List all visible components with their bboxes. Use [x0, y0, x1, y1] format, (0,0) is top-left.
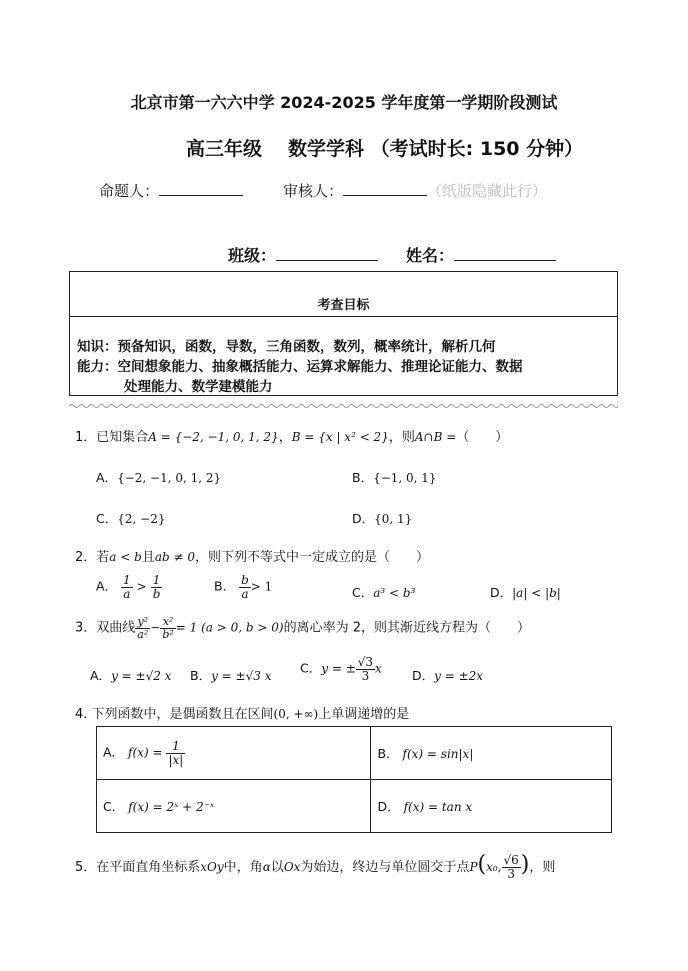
q2-option-c-label: C．	[352, 585, 374, 600]
objectives-knowledge: 知识：预备知识，函数，导数，三角函数，数列，概率统计，解析几何	[77, 339, 496, 355]
q2-option-b-frac	[239, 574, 251, 600]
q3-option-d-text: y = ±2x	[434, 669, 484, 683]
q5-tail: ，则	[529, 860, 556, 875]
q2-option-b-label: B．	[214, 578, 236, 594]
frac-denominator: 3	[507, 867, 515, 881]
q1-set-a: A = {−2, −1, 0, 1, 2}	[148, 430, 279, 444]
q3-option-b[interactable]	[190, 666, 271, 684]
frac-denominator: 3	[361, 668, 370, 683]
q4-suffix: 上单调递增的是	[318, 707, 410, 722]
author-label: 命题人：	[99, 182, 160, 200]
q4-option-c-text: f(x) = 2ˣ + 2⁻ˣ	[128, 800, 215, 814]
q2-stem	[75, 546, 429, 565]
q1-option-d-label: D．	[352, 511, 375, 526]
q4-prefix: 4. 下列函数中，是偶函数且在区间	[75, 707, 274, 722]
q2-option-a-op: >	[136, 579, 147, 594]
frac-numerator: b	[241, 573, 249, 587]
q4-option-a[interactable]	[97, 727, 371, 780]
q3-option-b-label: B．	[190, 668, 212, 683]
q3-option-d-label: D．	[412, 668, 435, 683]
q1-prefix: 1．已知集合	[75, 430, 149, 445]
q1-option-a-text: {−2, −1, 0, 1, 2}	[117, 471, 222, 485]
q2-option-c-text: a³ < b³	[373, 586, 416, 600]
q5-prefix: 5．在平面直角坐标系	[75, 860, 201, 875]
name-field	[406, 243, 556, 266]
q4-option-a-frac	[166, 740, 185, 766]
q1-option-b[interactable]	[352, 468, 437, 486]
frac-numerator: x²	[160, 616, 175, 629]
reviewer-label: 审核人：	[283, 182, 344, 200]
q5-frac	[502, 854, 521, 880]
q1-option-a[interactable]	[96, 468, 221, 486]
q2-option-d-text: |a| < |b|	[512, 586, 561, 600]
frac-numerator: 1	[166, 740, 185, 754]
q4-interval: (0, +∞)	[273, 707, 319, 721]
q2-suffix: ，则下列不等式中一定成立的是（ ）	[194, 550, 429, 565]
objectives-box	[69, 271, 618, 396]
q5-point: P	[469, 860, 478, 874]
q2-option-a-frac2	[151, 574, 163, 600]
duration: （考试时长: 150 分钟）	[370, 138, 584, 160]
q2-option-b-tail: > 1	[250, 579, 273, 594]
q1-option-c[interactable]	[96, 509, 165, 527]
frac-numerator: 1	[123, 573, 131, 587]
q3-suffix: 的离心率为 2，则其渐近线方程为（ ）	[283, 620, 530, 636]
q3-frac-y	[135, 616, 150, 640]
grade: 高三年级	[186, 138, 263, 160]
author-blank[interactable]	[159, 180, 243, 196]
subject: 数学学科	[288, 138, 365, 160]
q1-ask-expr: A∩B =	[414, 430, 457, 444]
author-field	[99, 180, 243, 201]
q4-option-d-label: D．	[377, 799, 400, 814]
q4-option-c[interactable]	[97, 780, 371, 833]
name-blank[interactable]	[454, 245, 556, 261]
grade-subject-line	[186, 134, 583, 161]
q4-option-d[interactable]	[371, 780, 612, 833]
q4-option-a-label: A．	[103, 744, 125, 760]
q3-frac-x	[160, 616, 175, 640]
objectives-heading: 考查目标	[317, 298, 370, 313]
q3-option-d[interactable]	[412, 666, 483, 684]
reviewer-blank[interactable]	[343, 180, 427, 196]
class-label: 班级：	[228, 246, 277, 265]
q1-option-c-text: {2, −2}	[117, 512, 166, 526]
q5-x0: x₀,	[486, 860, 502, 874]
q5-system: xOy	[200, 860, 224, 874]
frac-denominator: b	[152, 586, 161, 601]
q2-option-b[interactable]	[214, 574, 272, 600]
frac-denominator: |x|	[168, 752, 184, 767]
q3-option-c-label: C．	[300, 660, 322, 676]
q4-option-b-text: f(x) = sin|x|	[402, 747, 474, 761]
q2-option-d[interactable]	[490, 583, 561, 601]
frac-numerator: y²	[135, 616, 150, 629]
q1-set-b: B = {x | x² < 2}	[291, 430, 389, 444]
q5-mid2: 以	[270, 860, 284, 875]
q1-paren: （ ）	[456, 430, 509, 445]
q2-option-c[interactable]	[352, 583, 415, 601]
q1-option-a-label: A．	[96, 470, 118, 485]
q3-option-a-text: y = ±√2 x	[111, 669, 172, 683]
q1-option-b-label: B．	[352, 470, 374, 485]
class-blank[interactable]	[276, 245, 378, 261]
q2-cond2: ab ≠ 0	[154, 550, 195, 564]
q5-mid1: 中，角	[223, 860, 263, 875]
q5-alpha: α	[262, 860, 271, 874]
q2-option-d-label: D．	[490, 585, 513, 600]
q1-stem: 1．已知集合A = {−2, −1, 0, 1, 2}，B = {x | x² < 2}，则A∩B =（ ）	[75, 430, 509, 445]
q2-and: 且	[141, 550, 155, 565]
q4-stem	[75, 703, 409, 722]
objectives-ability-1: 能力：空间想象能力、抽象概括能力、运算求解能力、推理论证能力、数据	[77, 359, 523, 375]
q3-option-c[interactable]	[300, 656, 382, 682]
q3-prefix: 3．双曲线	[75, 620, 136, 636]
frac-denominator: b²	[162, 627, 174, 641]
q1-option-d-text: {0, 1}	[374, 512, 413, 526]
q2-option-a-frac1	[121, 574, 133, 600]
wavy-separator	[69, 402, 618, 410]
frac-denominator: a²	[137, 627, 149, 641]
q4-options-table	[96, 726, 612, 833]
q5-stem: 5．在平面直角坐标系xOy中，角α以Ox为始边，终边与单位圆交于点P(x₀, $\frac{√6}{3}$ )，则	[75, 852, 556, 881]
q1-option-c-label: C．	[96, 511, 118, 526]
q4-option-b[interactable]	[371, 727, 612, 780]
objectives-ability-2: 处理能力、数学建模能力	[124, 379, 273, 395]
q1-option-d[interactable]	[352, 509, 412, 527]
q3-stem: 3．双曲线 $\frac{\text{y²}}{\text{a²}}$ − $\frac{\text{x²}}{\text{b²}}$ = 1 (a > 0, b > 0)的离心率为 2，则其渐近线方程为（ ）	[75, 615, 530, 641]
q3-option-b-text: y = ±√3 x	[211, 669, 272, 683]
q2-cond1: a < b	[109, 550, 142, 564]
q3-eq-tail: = 1 (a > 0, b > 0)	[175, 620, 284, 635]
frac-denominator: a	[241, 586, 249, 601]
q5-mid3: 为始边，终边与单位圆交于点	[300, 860, 470, 875]
q1-option-b-text: {−1, 0, 1}	[373, 471, 437, 485]
q4-option-c-label: C．	[103, 799, 125, 814]
hidden-note: （纸版隐藏此行）	[427, 182, 548, 200]
frac-numerator: 1	[151, 574, 163, 588]
reviewer-field	[283, 180, 547, 201]
frac-numerator: √3	[357, 655, 374, 669]
q3-option-c-frac	[356, 656, 375, 682]
q3-option-c-prefix: y = ±	[321, 661, 356, 676]
frac-denominator: a	[123, 586, 131, 601]
q2-prefix: 2．若	[75, 550, 110, 565]
q4-option-b-label: B．	[377, 746, 399, 761]
q4-option-a-lhs: f(x) =	[128, 745, 163, 760]
school-title: 北京市第一六六中学 2024-2025 学年度第一学期阶段测试	[130, 93, 558, 112]
frac-numerator: √6	[503, 853, 519, 868]
q5-axis: Ox	[283, 860, 301, 874]
q1-ask: ，则	[388, 430, 415, 445]
objectives-divider	[70, 316, 617, 317]
q2-option-a-label: A．	[96, 578, 118, 594]
name-label: 姓名：	[406, 246, 455, 265]
q3-option-c-tail: x	[375, 661, 382, 676]
q3-option-a[interactable]	[90, 666, 171, 684]
q3-option-a-label: A．	[90, 668, 112, 683]
q2-option-a[interactable]	[96, 574, 162, 600]
q4-option-d-text: f(x) = tan x	[403, 800, 473, 814]
class-field	[228, 243, 378, 266]
